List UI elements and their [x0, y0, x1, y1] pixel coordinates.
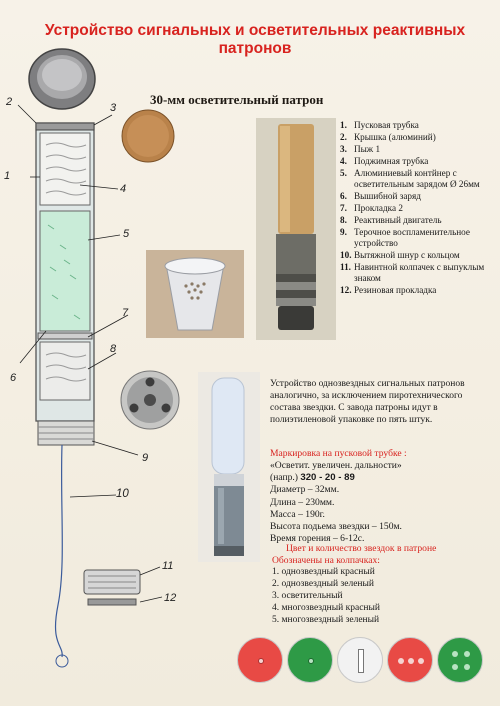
callout-11: 11	[162, 560, 174, 572]
spec-burn-time: Время горения – 6-12с.	[270, 533, 365, 545]
engine-nozzle-photo	[110, 368, 190, 432]
list-item: 9. Терочное воспламенительное устройство	[340, 227, 470, 248]
list-item: 7. Прокладка 2	[340, 203, 403, 213]
cartridge-photo	[256, 118, 336, 340]
white-cartridge-photo	[198, 372, 260, 562]
list-item: 12. Резиновая прокладка	[340, 285, 437, 295]
spec-length: Длина – 230мм.	[270, 496, 335, 508]
dot-icon	[408, 658, 414, 664]
list-item: 5. Алюминиевый контйнер с осветительным зарядом Ø 26мм	[340, 168, 480, 189]
spec-diameter: Диаметр – 32мм.	[270, 484, 340, 496]
dot-icon	[418, 658, 424, 664]
list-item: 8. Реактивный двигатель	[340, 215, 442, 225]
igniter-photo	[146, 250, 244, 338]
caps-list	[272, 566, 494, 626]
parts-list	[340, 120, 498, 297]
list-item: 10. Вытяжной шнур с кольцом	[340, 250, 460, 260]
callout-10: 10	[116, 488, 129, 500]
cap-illumination	[337, 637, 383, 683]
marking-code-line: (напр.) 320 - 20 - 89	[270, 472, 355, 484]
dot-icon	[464, 651, 470, 657]
callout-8: 8	[110, 343, 117, 355]
spec-mass: Масса – 190г.	[270, 508, 325, 520]
list-item: 6. Вышибной заряд	[340, 191, 421, 201]
dot-icon	[308, 658, 314, 664]
list-item: 2. Крышка (алюминий)	[340, 132, 436, 142]
dot-icon	[464, 664, 470, 670]
cap-green-single	[287, 637, 333, 683]
list-item: 3. осветительный	[272, 591, 343, 601]
callout-3: 3	[110, 102, 117, 114]
marking-heading: Маркировка на пусковой трубке :	[270, 448, 407, 459]
callout-7: 7	[122, 307, 129, 319]
cartridge-drawing	[0, 45, 180, 675]
callout-2: 2	[6, 96, 13, 108]
list-item: 4. многозвездный красный	[272, 603, 380, 613]
marking-line: «Осветит. увеличен. дальности»	[270, 460, 402, 471]
section-subtitle: 30-мм осветительный патрон	[150, 92, 324, 107]
list-item: 5. многозвездный зеленый	[272, 615, 380, 625]
cap-red-multi	[387, 637, 433, 683]
callout-1: 1	[4, 170, 11, 182]
caps-heading: Цвет и количество звездок в патроне Обозначены на колпачках:	[272, 543, 437, 566]
dot-icon	[452, 664, 458, 670]
cap-red-single	[237, 637, 283, 683]
cap-green-multi	[437, 637, 483, 683]
list-item: 1. Пусковая трубка	[340, 120, 419, 130]
callout-9: 9	[142, 452, 149, 464]
dot-icon	[258, 658, 264, 664]
callout-12: 12	[164, 592, 177, 604]
bar-icon	[358, 649, 364, 673]
callout-5: 5	[123, 228, 130, 240]
aluminium-lid-illustration	[29, 49, 95, 109]
list-item: 11. Навинтной колпачек с выпуклым знаком	[340, 262, 485, 283]
description-text: Устройство однозвездных сигнальных патронов аналогично, за исключением пиротехнического состава звездки. С завода патроны идут в полиэтиленовой упаковке по пять штук.	[270, 379, 465, 425]
callout-4: 4	[120, 183, 127, 195]
list-item: 4. Поджимная трубка	[340, 156, 429, 166]
callout-6: 6	[10, 372, 17, 384]
specs-block	[270, 460, 492, 545]
page-title: Устройство сигнальных и осветительных реактивных патронов	[44, 22, 466, 57]
wad-disc-illustration	[122, 110, 174, 162]
list-item: 2. однозвездный зеленый	[272, 579, 374, 589]
list-item: 3. Пыж 1	[340, 144, 381, 154]
list-item: 1. однозвездный красный	[272, 567, 375, 577]
dot-icon	[452, 651, 458, 657]
dot-icon	[398, 658, 404, 664]
marking-code: 320 - 20 - 89	[300, 472, 355, 484]
spec-height: Высота подьема звездки – 150м.	[270, 521, 402, 533]
